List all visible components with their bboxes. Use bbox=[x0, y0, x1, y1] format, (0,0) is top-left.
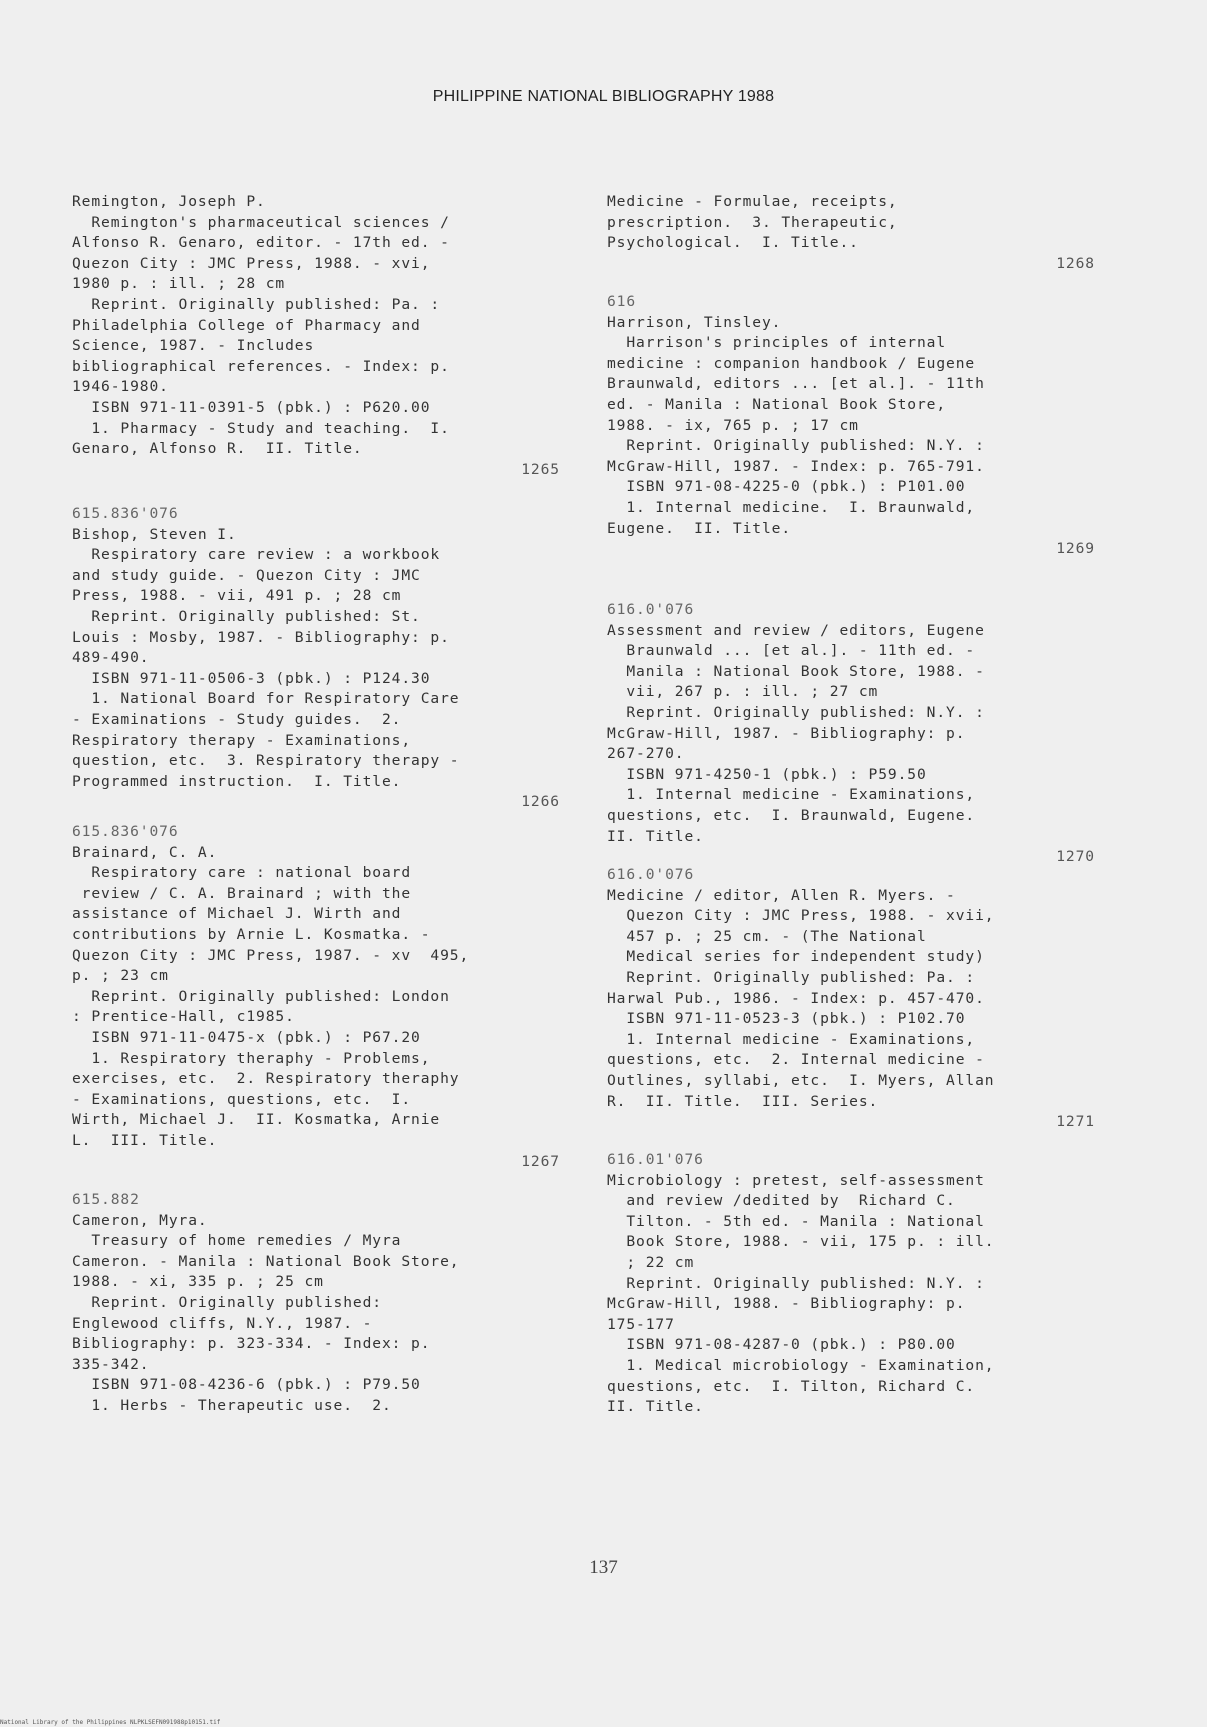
classification-number: 616.0'076 bbox=[607, 866, 695, 883]
entry-line: Remington, Joseph P. bbox=[72, 193, 266, 210]
entry-line: ISBN 971-08-4236-6 (pbk.) : P79.50 bbox=[72, 1376, 421, 1394]
bibliography-entry bbox=[607, 600, 1097, 868]
entry-line: ISBN 971-11-0475-x (pbk.) : P67.20 bbox=[72, 1028, 421, 1046]
entry-line: Respiratory therapy - Examinations, bbox=[72, 731, 412, 749]
entry-line: Quezon City : JMC Press, 1988. - xvi, bbox=[72, 254, 431, 272]
entry-line: ISBN 971-11-0523-3 (pbk.) : P102.70 bbox=[607, 1010, 966, 1028]
entry-number: 1267 bbox=[521, 1152, 560, 1170]
entry-line: II. Title. bbox=[607, 1398, 704, 1416]
entry-line: Reprint. Originally published: London bbox=[72, 987, 450, 1005]
entry-line: II. Title. bbox=[607, 827, 704, 845]
entry-line: ISBN 971-11-0506-3 (pbk.) : P124.30 bbox=[72, 669, 431, 687]
entry-line: Manila : National Book Store, 1988. - bbox=[607, 662, 985, 680]
entry-line: Eugene. II. Title. bbox=[607, 519, 792, 537]
classification-number: 616.0'076 bbox=[607, 601, 695, 618]
entry-line: medicine : companion handbook / Eugene bbox=[607, 354, 976, 372]
entry-line: McGraw-Hill, 1988. - Bibliography: p. bbox=[607, 1295, 966, 1313]
entry-line: 489-490. bbox=[72, 649, 150, 667]
entry-line: 1988. - xi, 335 p. ; 25 cm bbox=[72, 1273, 324, 1291]
entry-line: ISBN 971-08-4287-0 (pbk.) : P80.00 bbox=[607, 1336, 956, 1354]
entry-line: 267-270. bbox=[607, 745, 685, 763]
entry-line: 335-342. bbox=[72, 1355, 150, 1373]
entry-line: L. III. Title. bbox=[72, 1131, 218, 1149]
entry-line: Medical series for independent study) bbox=[607, 948, 985, 966]
entry-line: 1. Medical microbiology - Examination, bbox=[607, 1356, 995, 1374]
bibliography-entry bbox=[607, 192, 1097, 274]
scan-footer: National Library of the Philippines NLPKLSEFN091988p10151.tif bbox=[0, 1719, 221, 1726]
entry-line: Braunwald, editors ... [et al.]. - 11th bbox=[607, 375, 985, 393]
entry-line: 1. Internal medicine - Examinations, bbox=[607, 786, 976, 804]
entry-line: and review /dedited by Richard C. bbox=[607, 1192, 956, 1210]
bibliography-entry bbox=[607, 865, 1097, 1133]
entry-line: Assessment and review / editors, Eugene bbox=[607, 621, 985, 639]
entry-line: Respiratory care : national board bbox=[72, 864, 412, 882]
bibliography-entry bbox=[72, 822, 562, 1172]
entry-number: 1270 bbox=[1056, 848, 1095, 866]
entry-line: Braunwald ... [et al.]. - 11th ed. - bbox=[607, 642, 976, 660]
entry-line: McGraw-Hill, 1987. - Bibliography: p. bbox=[607, 724, 966, 742]
entry-line: Reprint. Originally published: St. bbox=[72, 607, 421, 625]
entry-line: Remington's pharmaceutical sciences / bbox=[72, 213, 450, 231]
entry-line: questions, etc. I. Braunwald, Eugene. bbox=[607, 806, 976, 824]
entry-line: Quezon City : JMC Press, 1987. - xv 495, bbox=[72, 946, 470, 964]
entry-line: Brainard, C. A. bbox=[72, 843, 218, 861]
entry-line: Bishop, Steven I. bbox=[72, 525, 237, 543]
entry-line: and study guide. - Quezon City : JMC bbox=[72, 566, 421, 584]
entry-line: ISBN 971-11-0391-5 (pbk.) : P620.00 bbox=[72, 398, 431, 416]
bibliography-entry bbox=[607, 292, 1097, 560]
entry-line: ed. - Manila : National Book Store, bbox=[607, 395, 947, 413]
entry-line: 1946-1980. bbox=[72, 378, 169, 396]
entry-line: Englewood cliffs, N.Y., 1987. - bbox=[72, 1314, 373, 1332]
entry-line: Reprint. Originally published: bbox=[72, 1293, 382, 1311]
entry-line: Genaro, Alfonso R. II. Title. bbox=[72, 440, 363, 458]
entry-line: review / C. A. Brainard ; with the bbox=[72, 884, 412, 902]
entry-line: Reprint. Originally published: N.Y. : bbox=[607, 703, 985, 721]
entry-line: 1. Internal medicine - Examinations, bbox=[607, 1030, 976, 1048]
entry-line: Respiratory care review : a workbook bbox=[72, 546, 441, 564]
entry-line: 1. Pharmacy - Study and teaching. I. bbox=[72, 419, 450, 437]
classification-number: 616 bbox=[607, 293, 637, 310]
entry-line: - Examinations, questions, etc. I. bbox=[72, 1090, 412, 1108]
entry-line: vii, 267 p. : ill. ; 27 cm bbox=[607, 683, 879, 701]
entry-line: Science, 1987. - Includes bbox=[72, 337, 315, 355]
entry-line: Reprint. Originally published: Pa. : bbox=[607, 968, 976, 986]
entry-line: 1988. - ix, 765 p. ; 17 cm bbox=[607, 416, 859, 434]
entry-number: 1268 bbox=[1056, 254, 1095, 272]
entry-number: 1271 bbox=[1056, 1113, 1095, 1131]
bibliography-entry bbox=[72, 1190, 562, 1417]
entry-line: 1980 p. : ill. ; 28 cm bbox=[72, 275, 286, 293]
entry-line: bibliographical references. - Index: p. bbox=[72, 357, 450, 375]
classification-number: 615.882 bbox=[72, 1191, 140, 1208]
entry-line: Treasury of home remedies / Myra bbox=[72, 1232, 402, 1250]
entry-line: question, etc. 3. Respiratory therapy - bbox=[72, 752, 460, 770]
entry-line: 1. Respiratory theraphy - Problems, bbox=[72, 1049, 431, 1067]
entry-line: Press, 1988. - vii, 491 p. ; 28 cm bbox=[72, 587, 402, 605]
entry-number: 1269 bbox=[1056, 540, 1095, 558]
entry-line: ISBN 971-4250-1 (pbk.) : P59.50 bbox=[607, 765, 927, 783]
entry-line: Reprint. Originally published: N.Y. : bbox=[607, 1274, 985, 1292]
entry-line: Louis : Mosby, 1987. - Bibliography: p. bbox=[72, 628, 450, 646]
bibliography-entry bbox=[72, 504, 562, 813]
classification-number: 615.836'076 bbox=[72, 505, 179, 522]
entry-line: Philadelphia College of Pharmacy and bbox=[72, 316, 421, 334]
entry-line: p. ; 23 cm bbox=[72, 967, 169, 985]
bibliography-entry bbox=[607, 1150, 1097, 1418]
entry-line: Wirth, Michael J. II. Kosmatka, Arnie bbox=[72, 1111, 441, 1129]
entry-line: Outlines, syllabi, etc. I. Myers, Allan bbox=[607, 1071, 995, 1089]
entry-line: Programmed instruction. I. Title. bbox=[72, 772, 402, 790]
entry-line: Book Store, 1988. - vii, 175 p. : ill. bbox=[607, 1233, 995, 1251]
entry-line: questions, etc. 2. Internal medicine - bbox=[607, 1051, 985, 1069]
bibliography-entry bbox=[72, 192, 562, 480]
entry-line: questions, etc. I. Tilton, Richard C. bbox=[607, 1377, 976, 1395]
entry-line: 1. Internal medicine. I. Braunwald, bbox=[607, 498, 976, 516]
entry-line: - Examinations - Study guides. 2. bbox=[72, 710, 402, 728]
classification-number: 615.836'076 bbox=[72, 823, 179, 840]
entry-line: Quezon City : JMC Press, 1988. - xvii, bbox=[607, 907, 995, 925]
page-title: PHILIPPINE NATIONAL BIBLIOGRAPHY 1988 bbox=[432, 88, 775, 105]
classification-number: 616.01'076 bbox=[607, 1151, 704, 1168]
entry-line: Cameron. - Manila : National Book Store, bbox=[72, 1252, 460, 1270]
entry-line: prescription. 3. Therapeutic, bbox=[607, 213, 898, 231]
entry-line: McGraw-Hill, 1987. - Index: p. 765-791. bbox=[607, 457, 985, 475]
entry-line: R. II. Title. III. Series. bbox=[607, 1092, 879, 1110]
entry-line: Medicine - Formulae, receipts, bbox=[607, 193, 898, 210]
entry-line: assistance of Michael J. Wirth and bbox=[72, 905, 402, 923]
entry-line: Psychological. I. Title.. bbox=[607, 234, 859, 252]
entry-number: 1266 bbox=[521, 793, 560, 811]
entry-line: Alfonso R. Genaro, editor. - 17th ed. - bbox=[72, 234, 450, 252]
entry-line: 1. National Board for Respiratory Care bbox=[72, 690, 460, 708]
entry-line: Medicine / editor, Allen R. Myers. - bbox=[607, 886, 956, 904]
entry-line: contributions by Arnie L. Kosmatka. - bbox=[72, 925, 431, 943]
page-number: 137 bbox=[589, 1557, 618, 1578]
entry-line: Reprint. Originally published: Pa. : bbox=[72, 295, 441, 313]
entry-number: 1265 bbox=[521, 460, 560, 478]
entry-line: Harrison, Tinsley. bbox=[607, 313, 782, 331]
entry-line: Harrison's principles of internal bbox=[607, 334, 947, 352]
entry-line: Microbiology : pretest, self-assessment bbox=[607, 1171, 985, 1189]
entry-line: exercises, etc. 2. Respiratory theraphy bbox=[72, 1070, 460, 1088]
entry-line: Bibliography: p. 323-334. - Index: p. bbox=[72, 1335, 431, 1353]
entry-line: Reprint. Originally published: N.Y. : bbox=[607, 437, 985, 455]
entry-line: Tilton. - 5th ed. - Manila : National bbox=[607, 1212, 985, 1230]
entry-line: ISBN 971-08-4225-0 (pbk.) : P101.00 bbox=[607, 478, 966, 496]
entry-line: Cameron, Myra. bbox=[72, 1211, 208, 1229]
entry-line: 175-177 bbox=[607, 1315, 675, 1333]
entry-line: Harwal Pub., 1986. - Index: p. 457-470. bbox=[607, 989, 985, 1007]
entry-line: 457 p. ; 25 cm. - (The National bbox=[607, 927, 927, 945]
entry-line: ; 22 cm bbox=[607, 1253, 695, 1271]
entry-line: 1. Herbs - Therapeutic use. 2. bbox=[72, 1396, 392, 1414]
entry-line: : Prentice-Hall, c1985. bbox=[72, 1008, 295, 1026]
